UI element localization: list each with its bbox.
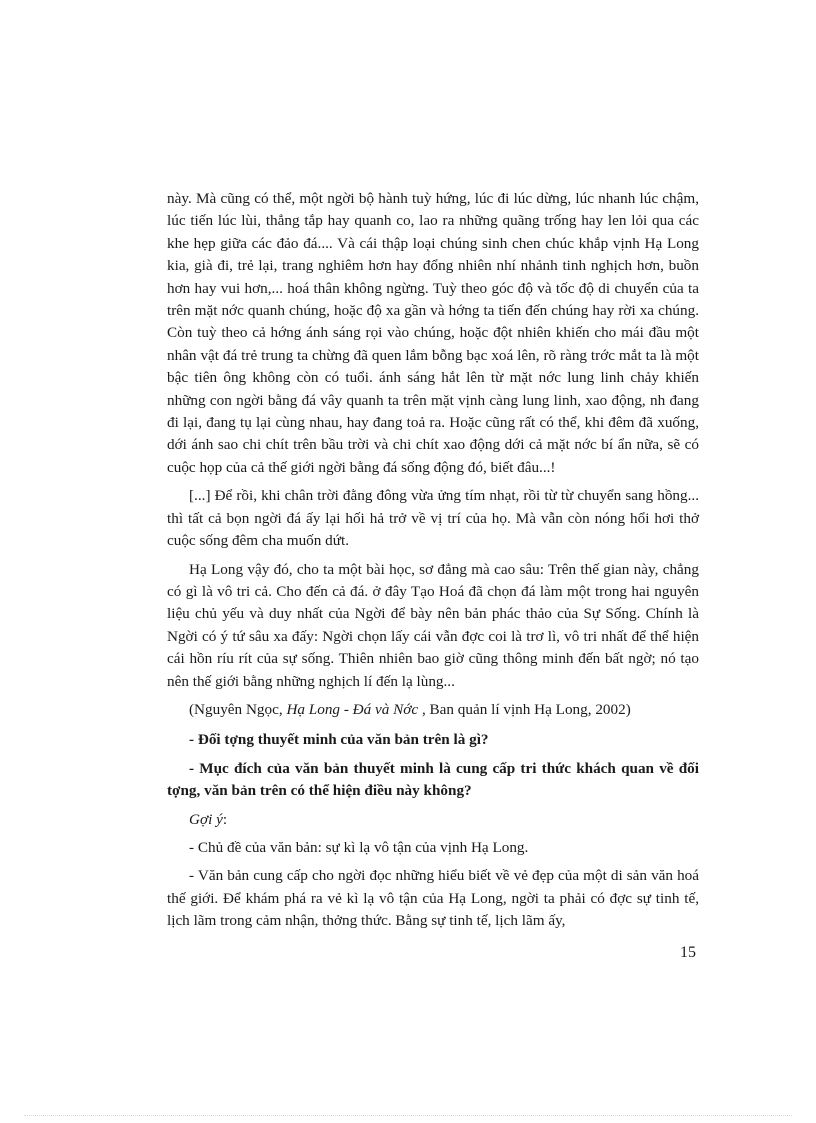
hint-heading [167,809,699,831]
citation-title: Hạ Long - Đá và Nớc [286,700,419,718]
body-text [167,188,699,939]
paragraph-2: [...] Để rồi, khi chân trời đằng đông vừa ửng tím nhạt, rồi từ từ chuyển sang hồng... thì tất cả bọn ngời đá ấy lại hối hả trở về vị trí của họ. Mà vẫn còn nóng hổi hơi thở cuộc sống đêm cha muốn dứt. [167,487,699,550]
hint-2: - Văn bản cung cấp cho ngời đọc những hiểu biết về vẻ đẹp của một di sản văn hoá thế giới. Để khám phá ra vẻ kì lạ vô tận của Hạ Long, ngời ta phải có đợc sự tinh tế, lịch lãm trong cảm nhận, thởng thức. Bằng sự tinh tế, lịch lãm ấy, [167,867,699,930]
question-1: - Đối tợng thuyết minh của văn bản trên là gì? [189,731,489,749]
hint-label: Gợi ý [189,810,223,828]
bottom-divider [24,1115,792,1116]
paragraph-1: này. Mà cũng có thể, một ngời bộ hành tuỳ hứng, lúc đi lúc dừng, lúc nhanh lúc chậm, lúc tiến lúc lùi, thẳng tắp hay quanh co, lao ra những quãng trống hay len lỏi qua các khe hẹp giữa các đảo đá.... Và cái thập loại chúng sinh chen chúc khắp vịnh Hạ Long kia, già đi, trẻ lại, trang nghiêm hơn hay đổng nhiên nhí nhảnh tinh nghịch hơn, buồn hơn hay vui hơn,... hoá thân không ngừng. Tuỳ theo góc độ và tốc độ di chuyển của ta trên mặt nớc quanh chúng, hoặc độ xa gần và hớng ta tiến đến chúng hay rời xa chúng. Còn tuỳ theo cả hớng ánh sáng rọi vào chúng, hoặc đột nhiên khiến cho mái đầu một nhân vật đá trẻ trung ta chừng đã quen lắm bỗng bạc xoá lên, rõ ràng trớc mắt ta là một bậc tiên ông không còn có tuổi. ánh sáng hắt lên từ mặt nớc lung linh chảy khiến những con ngời bằng đá vây quanh ta trên mặt vịnh càng lung linh, xao động, nh đang đi lại, đang tụ lại cùng nhau, hay đang toả ra. Hoặc cũng rất có thể, khi đêm đã xuống, dới ánh sao chi chít trên bầu trời và chi chít xao động dới cả mặt nớc bí ẩn nữa, sẽ có cuộc họp của cả thế giới ngời bằng đá sống động đó, biết đâu...! [167,190,699,476]
citation-suffix: , Ban quản lí vịnh Hạ Long, 2002) [418,700,631,718]
hint-1: - Chủ đề của văn bản: sự kì lạ vô tận của vịnh Hạ Long. [189,838,529,856]
page-number: 15 [680,944,696,961]
question-2: - Mục đích của văn bản thuyết minh là cung cấp tri thức khách quan về đối tợng, văn bản trên có thể hiện điều này không? [167,759,699,800]
paragraph-3: Hạ Long vậy đó, cho ta một bài học, sơ đẳng mà cao sâu: Trên thế gian này, chẳng có gì là vô tri cả. Cho đến cả đá. ở đây Tạo Hoá đã chọn đá làm một trong hai nguyên liệu chủ yếu và duy nhất của Ngời để bày nên bản phác thảo của Sự Sống. Chính là Ngời có ý tứ sâu xa đấy: Ngời chọn lấy cái vẫn đợc coi là trơ lì, vô tri nhất để thể hiện cái hồn ríu rít của sự sống. Thiên nhiên bao giờ cũng thông minh đến bất ngờ; nó tạo nên thế giới bằng những nghịch lí đến lạ lùng... [167,560,699,690]
citation-prefix: (Nguyên Ngọc, [189,700,287,718]
citation [167,699,699,721]
hint-colon: : [222,810,228,828]
